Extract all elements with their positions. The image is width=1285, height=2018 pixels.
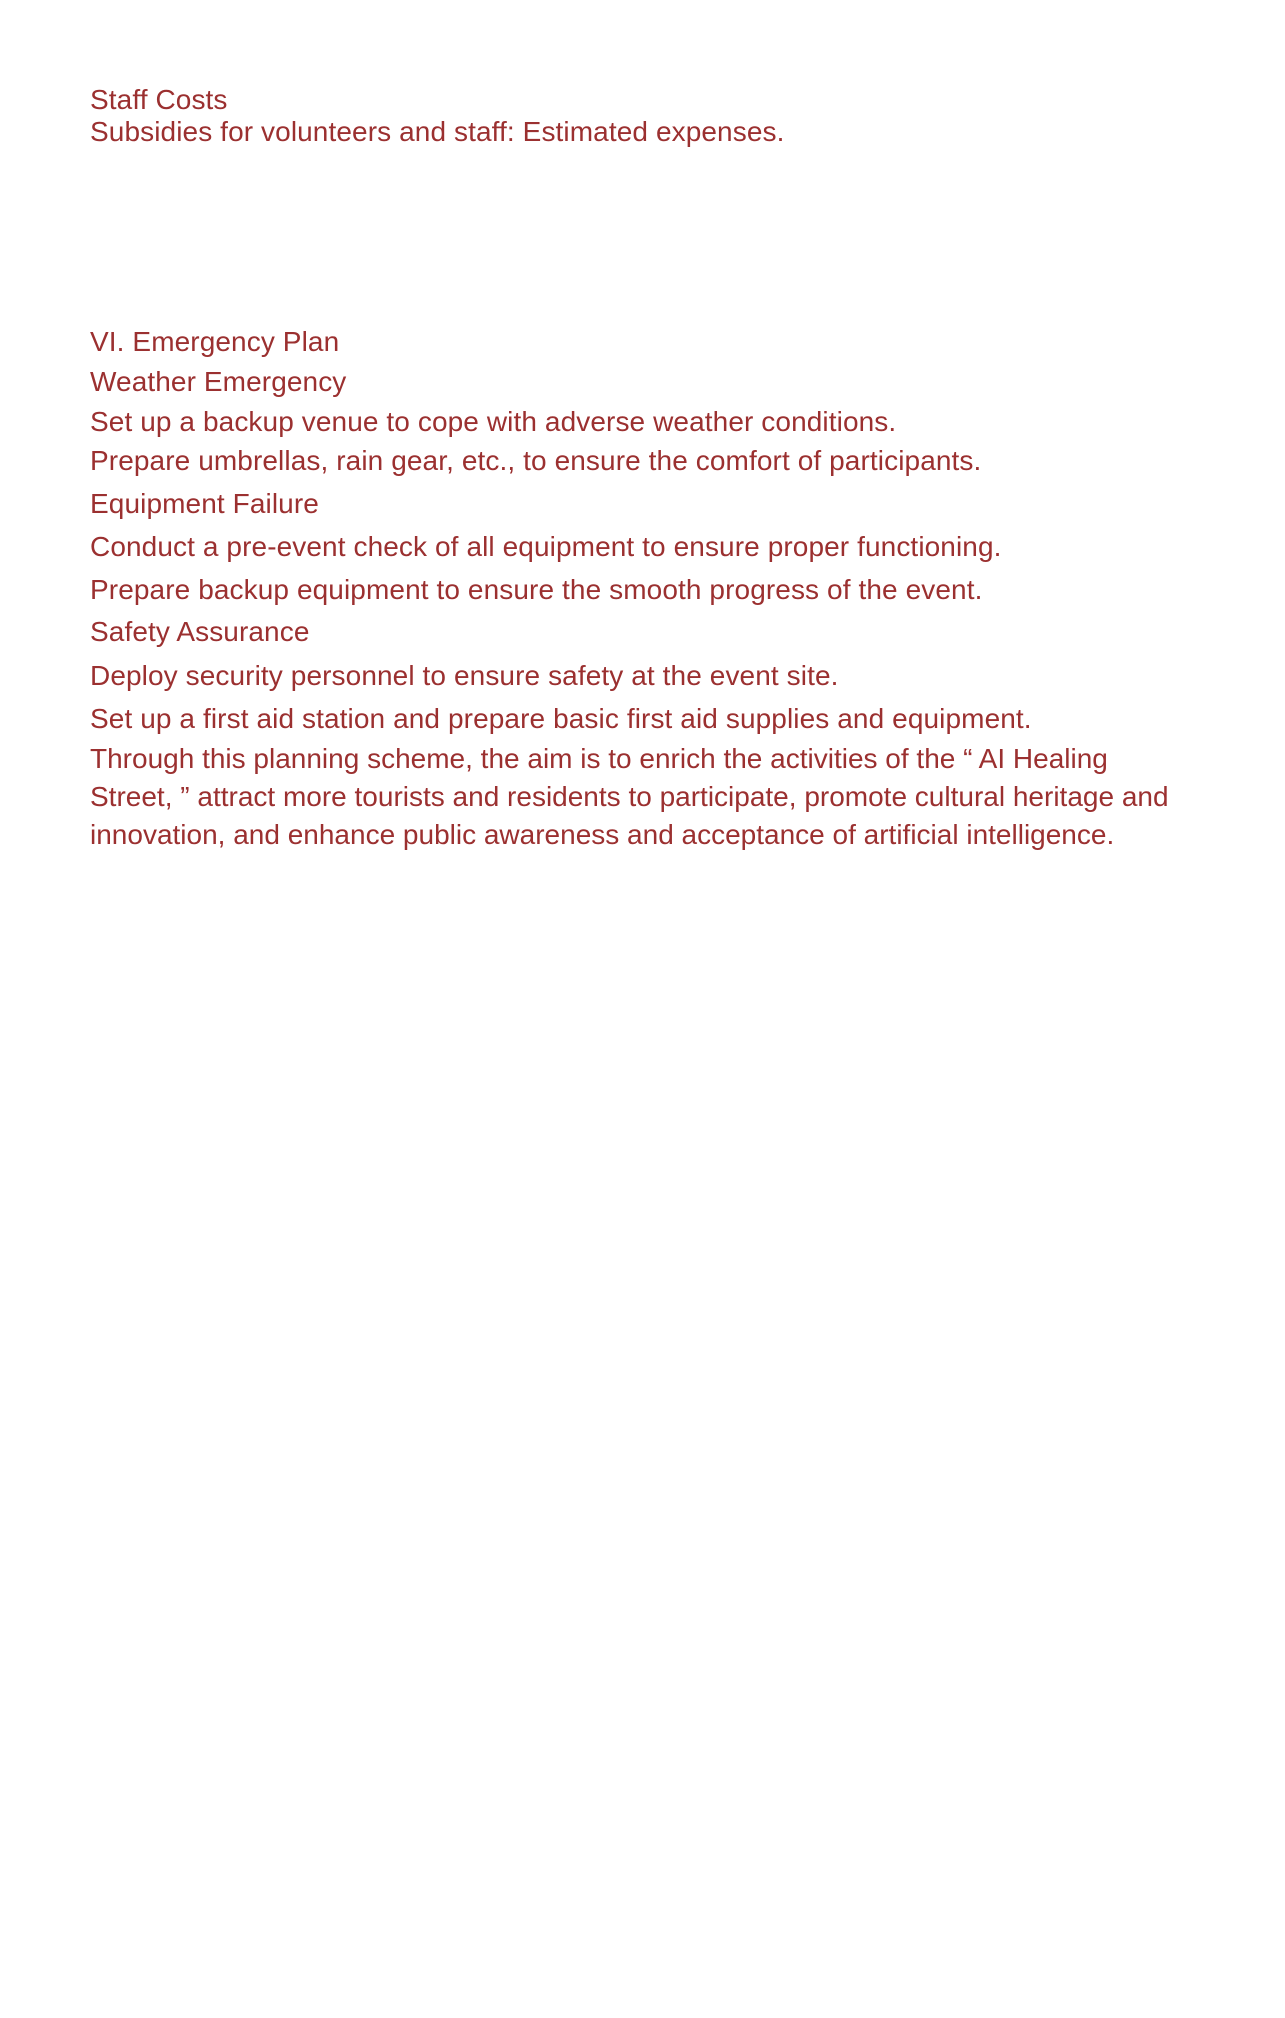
emergency-plan-title: VI. Emergency Plan [90,326,340,357]
staff-costs-heading: Staff Costs [90,84,228,115]
equipment-failure-heading: Equipment Failure [90,488,319,519]
safety-assurance-heading: Safety Assurance [90,616,310,647]
weather-item: Prepare umbrellas, rain gear, etc., to ensure the comfort of participants. [90,445,982,476]
weather-emergency-heading: Weather Emergency [90,366,347,397]
equipment-item: Prepare backup equipment to ensure the smooth progress of the event. [90,574,983,605]
safety-item: Set up a first aid station and prepare basic first aid supplies and equipment. [90,703,1032,734]
staff-costs-text: Subsidies for volunteers and staff: Estimated expenses. [90,116,785,147]
conclusion-paragraph: Through this planning scheme, the aim is to enrich the activities of the “ AI Healing Street, ” attract more tourists and residents to participate, promote cultural heritage and innovation, and enhance public awareness and acceptance of artificial intelligence. [90,743,1169,850]
equipment-item: Conduct a pre-event check of all equipment to ensure proper functioning. [90,531,1002,562]
weather-item: Set up a backup venue to cope with adverse weather conditions. [90,406,897,437]
safety-item: Deploy security personnel to ensure safety at the event site. [90,660,839,691]
